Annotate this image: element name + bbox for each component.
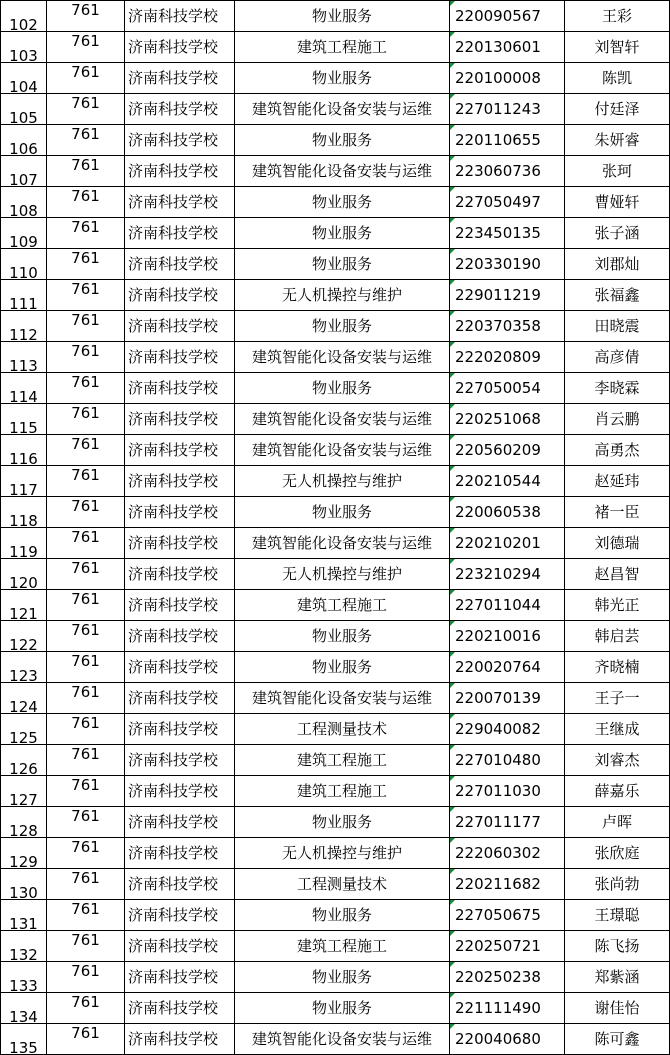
student-name-cell[interactable]: 王子一 (565, 683, 670, 714)
student-name-cell[interactable]: 田晓震 (565, 311, 670, 342)
table-row (1, 993, 670, 1024)
major-cell[interactable]: 物业服务 (235, 621, 450, 652)
table-row (1, 838, 670, 869)
student-id-cell[interactable]: 220110655 (450, 125, 565, 156)
student-id-cell[interactable]: 221111490 (450, 993, 565, 1024)
row-number-text: 104 (9, 78, 38, 94)
table-row (1, 652, 670, 683)
student-id-cell[interactable]: 220210201 (450, 528, 565, 559)
major-cell[interactable]: 无人机操控与维护 (235, 280, 450, 311)
row-number-cell[interactable] (1, 466, 47, 497)
student-id-cell[interactable]: 220560209 (450, 435, 565, 466)
student-id-cell[interactable]: 227010480 (450, 745, 565, 776)
student-name-cell[interactable]: 肖云鹏 (565, 404, 670, 435)
table-row (1, 683, 670, 714)
row-number-cell[interactable] (1, 342, 47, 373)
student-name-cell[interactable]: 齐晓楠 (565, 652, 670, 683)
school-name-cell[interactable]: 济南科技学校 (125, 1024, 235, 1055)
school-code-cell[interactable]: 761 (47, 652, 125, 683)
row-number-cell[interactable] (1, 900, 47, 931)
student-name-cell[interactable]: 韩启芸 (565, 621, 670, 652)
school-name-cell[interactable]: 济南科技学校 (125, 993, 235, 1024)
school-code-cell[interactable]: 761 (47, 435, 125, 466)
student-name-cell[interactable]: 郑紫涵 (565, 962, 670, 993)
school-code-cell[interactable]: 761 (47, 683, 125, 714)
table-row (1, 404, 670, 435)
row-number-cell[interactable] (1, 931, 47, 962)
table-row (1, 466, 670, 497)
row-number-text: 102 (9, 16, 38, 32)
major-cell[interactable]: 物业服务 (235, 125, 450, 156)
school-name-cell[interactable]: 济南科技学校 (125, 962, 235, 993)
school-name-cell[interactable]: 济南科技学校 (125, 280, 235, 311)
row-number-text: 123 (9, 667, 38, 683)
table-row (1, 63, 670, 94)
student-name-cell[interactable]: 张珂 (565, 156, 670, 187)
major-cell[interactable]: 物业服务 (235, 218, 450, 249)
major-cell[interactable]: 建筑智能化设备安装与运维 (235, 435, 450, 466)
student-name-cell[interactable]: 王继成 (565, 714, 670, 745)
student-id-cell[interactable]: 220211682 (450, 869, 565, 900)
school-code-cell[interactable]: 761 (47, 466, 125, 497)
student-id-cell[interactable]: 220020764 (450, 652, 565, 683)
student-id-cell[interactable]: 220251068 (450, 404, 565, 435)
school-name-cell[interactable]: 济南科技学校 (125, 32, 235, 63)
row-number-text: 135 (9, 1039, 38, 1055)
row-number-text: 128 (9, 822, 38, 838)
school-code-cell[interactable]: 761 (47, 187, 125, 218)
major-cell[interactable]: 物业服务 (235, 1, 450, 32)
student-id-cell[interactable]: 227050497 (450, 187, 565, 218)
row-number-text: 108 (9, 202, 38, 218)
school-code-cell[interactable]: 761 (47, 869, 125, 900)
row-number-cell[interactable] (1, 869, 47, 900)
school-code-cell[interactable]: 761 (47, 249, 125, 280)
school-code-cell[interactable]: 761 (47, 311, 125, 342)
row-number-text: 130 (9, 884, 38, 900)
student-name-cell[interactable]: 王彩 (565, 1, 670, 32)
school-name-cell[interactable]: 济南科技学校 (125, 652, 235, 683)
table-row (1, 528, 670, 559)
student-name-cell[interactable]: 卢晖 (565, 807, 670, 838)
row-number-text: 115 (9, 419, 38, 435)
student-id-cell[interactable]: 220370358 (450, 311, 565, 342)
school-name-cell[interactable]: 济南科技学校 (125, 745, 235, 776)
student-name-cell[interactable]: 李晓霖 (565, 373, 670, 404)
major-cell[interactable]: 建筑智能化设备安装与运维 (235, 342, 450, 373)
school-name-cell[interactable]: 济南科技学校 (125, 714, 235, 745)
student-id-cell[interactable]: 220250721 (450, 931, 565, 962)
student-id-cell[interactable]: 220130601 (450, 32, 565, 63)
student-name-cell[interactable]: 赵延玮 (565, 466, 670, 497)
row-number-text: 114 (9, 388, 38, 404)
table-row (1, 94, 670, 125)
student-id-cell[interactable]: 227011243 (450, 94, 565, 125)
school-name-cell[interactable]: 济南科技学校 (125, 559, 235, 590)
student-name-cell[interactable]: 张福鑫 (565, 280, 670, 311)
major-cell[interactable]: 工程测量技术 (235, 869, 450, 900)
row-number-cell[interactable] (1, 652, 47, 683)
student-id-cell[interactable]: 220330190 (450, 249, 565, 280)
school-code-cell[interactable]: 761 (47, 590, 125, 621)
row-number-cell[interactable] (1, 94, 47, 125)
school-name-cell[interactable]: 济南科技学校 (125, 807, 235, 838)
student-name-cell[interactable]: 张子涵 (565, 218, 670, 249)
student-id-cell[interactable]: 227050675 (450, 900, 565, 931)
row-number-text: 119 (9, 543, 38, 559)
school-code-cell[interactable]: 761 (47, 497, 125, 528)
row-number-text: 131 (9, 915, 38, 931)
row-number-cell[interactable] (1, 63, 47, 94)
row-number-cell[interactable] (1, 838, 47, 869)
student-id-cell[interactable]: 220210016 (450, 621, 565, 652)
student-id-cell[interactable]: 220250238 (450, 962, 565, 993)
table-row (1, 435, 670, 466)
school-code-cell[interactable]: 761 (47, 218, 125, 249)
student-name-cell[interactable]: 韩光正 (565, 590, 670, 621)
row-number-cell[interactable] (1, 1, 47, 32)
row-number-text: 107 (9, 171, 38, 187)
school-name-cell[interactable]: 济南科技学校 (125, 125, 235, 156)
school-name-cell[interactable]: 济南科技学校 (125, 838, 235, 869)
table-row (1, 249, 670, 280)
major-cell[interactable]: 建筑工程施工 (235, 931, 450, 962)
school-code-cell[interactable]: 761 (47, 993, 125, 1024)
major-cell[interactable]: 物业服务 (235, 373, 450, 404)
school-name-cell[interactable]: 济南科技学校 (125, 683, 235, 714)
row-number-cell[interactable] (1, 993, 47, 1024)
row-number-cell[interactable] (1, 497, 47, 528)
table-row (1, 218, 670, 249)
row-number-text: 103 (9, 47, 38, 63)
row-number-text: 105 (9, 109, 38, 125)
major-cell[interactable]: 建筑工程施工 (235, 32, 450, 63)
row-number-cell[interactable] (1, 156, 47, 187)
student-name-cell[interactable]: 刘德瑞 (565, 528, 670, 559)
school-name-cell[interactable]: 济南科技学校 (125, 776, 235, 807)
major-cell[interactable]: 物业服务 (235, 900, 450, 931)
school-name-cell[interactable]: 济南科技学校 (125, 187, 235, 218)
row-number-text: 133 (9, 977, 38, 993)
student-id-cell[interactable]: 227011044 (450, 590, 565, 621)
row-number-text: 124 (9, 698, 38, 714)
major-cell[interactable]: 物业服务 (235, 807, 450, 838)
student-id-cell[interactable]: 220070139 (450, 683, 565, 714)
student-name-cell[interactable]: 王璟聪 (565, 900, 670, 931)
school-name-cell[interactable]: 济南科技学校 (125, 497, 235, 528)
major-cell[interactable]: 无人机操控与维护 (235, 559, 450, 590)
student-name-cell[interactable]: 朱妍睿 (565, 125, 670, 156)
row-number-cell[interactable] (1, 683, 47, 714)
major-cell[interactable]: 建筑智能化设备安装与运维 (235, 404, 450, 435)
row-number-cell[interactable] (1, 32, 47, 63)
school-name-cell[interactable]: 济南科技学校 (125, 218, 235, 249)
table-row (1, 32, 670, 63)
row-number-text: 106 (9, 140, 38, 156)
student-id-cell[interactable]: 223060736 (450, 156, 565, 187)
row-number-text: 120 (9, 574, 38, 590)
school-code-cell[interactable]: 761 (47, 94, 125, 125)
student-name-cell[interactable]: 高勇杰 (565, 435, 670, 466)
row-number-text: 121 (9, 605, 38, 621)
school-code-cell[interactable]: 761 (47, 745, 125, 776)
major-cell[interactable]: 建筑智能化设备安装与运维 (235, 1024, 450, 1055)
major-cell[interactable]: 物业服务 (235, 993, 450, 1024)
school-name-cell[interactable]: 济南科技学校 (125, 466, 235, 497)
student-id-cell[interactable]: 227011177 (450, 807, 565, 838)
student-name-cell[interactable]: 张欣庭 (565, 838, 670, 869)
school-code-cell[interactable]: 761 (47, 63, 125, 94)
school-code-cell[interactable]: 761 (47, 807, 125, 838)
table-row (1, 900, 670, 931)
row-number-cell[interactable] (1, 280, 47, 311)
row-number-cell[interactable] (1, 435, 47, 466)
row-number-cell[interactable] (1, 621, 47, 652)
school-code-cell[interactable]: 761 (47, 1, 125, 32)
major-cell[interactable]: 物业服务 (235, 187, 450, 218)
major-cell[interactable]: 物业服务 (235, 311, 450, 342)
row-number-cell[interactable] (1, 776, 47, 807)
row-number-cell[interactable] (1, 125, 47, 156)
major-cell[interactable]: 无人机操控与维护 (235, 466, 450, 497)
student-name-cell[interactable]: 褚一臣 (565, 497, 670, 528)
school-name-cell[interactable]: 济南科技学校 (125, 590, 235, 621)
row-number-cell[interactable] (1, 404, 47, 435)
row-number-text: 111 (9, 295, 38, 311)
table-row (1, 373, 670, 404)
student-name-cell[interactable]: 高彦倩 (565, 342, 670, 373)
row-number-cell[interactable] (1, 528, 47, 559)
student-name-cell[interactable]: 付廷泽 (565, 94, 670, 125)
row-number-text: 116 (9, 450, 38, 466)
school-name-cell[interactable]: 济南科技学校 (125, 869, 235, 900)
student-name-cell[interactable]: 陈凯 (565, 63, 670, 94)
row-number-text: 129 (9, 853, 38, 869)
major-cell[interactable]: 物业服务 (235, 962, 450, 993)
school-name-cell[interactable]: 济南科技学校 (125, 156, 235, 187)
student-name-cell[interactable]: 刘郡灿 (565, 249, 670, 280)
student-name-cell[interactable]: 赵昌智 (565, 559, 670, 590)
school-code-cell[interactable]: 761 (47, 621, 125, 652)
row-number-text: 134 (9, 1008, 38, 1024)
school-name-cell[interactable]: 济南科技学校 (125, 528, 235, 559)
row-number-cell[interactable] (1, 807, 47, 838)
school-code-cell[interactable]: 761 (47, 373, 125, 404)
major-cell[interactable]: 建筑智能化设备安装与运维 (235, 528, 450, 559)
major-cell[interactable]: 建筑工程施工 (235, 776, 450, 807)
school-name-cell[interactable]: 济南科技学校 (125, 63, 235, 94)
major-cell[interactable]: 建筑智能化设备安装与运维 (235, 94, 450, 125)
row-number-text: 127 (9, 791, 38, 807)
student-id-cell[interactable]: 220210544 (450, 466, 565, 497)
row-number-cell[interactable] (1, 187, 47, 218)
table-row (1, 807, 670, 838)
student-id-cell[interactable]: 227050054 (450, 373, 565, 404)
row-number-cell[interactable] (1, 745, 47, 776)
table-row (1, 869, 670, 900)
row-number-cell[interactable] (1, 962, 47, 993)
school-name-cell[interactable]: 济南科技学校 (125, 931, 235, 962)
row-number-text: 132 (9, 946, 38, 962)
table-row (1, 280, 670, 311)
row-number-text: 113 (9, 357, 38, 373)
school-code-cell[interactable]: 761 (47, 776, 125, 807)
student-name-cell[interactable]: 陈可鑫 (565, 1024, 670, 1055)
table-body (1, 1, 670, 1055)
student-name-cell[interactable]: 薛嘉乐 (565, 776, 670, 807)
table-row (1, 962, 670, 993)
student-id-cell[interactable]: 227011030 (450, 776, 565, 807)
school-name-cell[interactable]: 济南科技学校 (125, 435, 235, 466)
student-id-cell[interactable]: 220060538 (450, 497, 565, 528)
table-row (1, 621, 670, 652)
table-row (1, 590, 670, 621)
row-number-text: 112 (9, 326, 38, 342)
table-row (1, 1024, 670, 1055)
student-id-cell[interactable]: 229040082 (450, 714, 565, 745)
school-code-cell[interactable]: 761 (47, 962, 125, 993)
row-number-cell[interactable] (1, 311, 47, 342)
school-code-cell[interactable]: 761 (47, 32, 125, 63)
school-code-cell[interactable]: 761 (47, 125, 125, 156)
school-code-cell[interactable]: 761 (47, 342, 125, 373)
major-cell[interactable]: 物业服务 (235, 63, 450, 94)
major-cell[interactable]: 建筑工程施工 (235, 745, 450, 776)
row-number-cell[interactable] (1, 1024, 47, 1055)
row-number-text: 125 (9, 729, 38, 745)
student-id-cell[interactable]: 229011219 (450, 280, 565, 311)
row-number-cell[interactable] (1, 373, 47, 404)
student-id-cell[interactable]: 222060302 (450, 838, 565, 869)
school-code-cell[interactable]: 761 (47, 838, 125, 869)
school-name-cell[interactable]: 济南科技学校 (125, 900, 235, 931)
row-number-cell[interactable] (1, 590, 47, 621)
school-code-cell[interactable]: 761 (47, 404, 125, 435)
table-row (1, 1, 670, 32)
major-cell[interactable]: 物业服务 (235, 249, 450, 280)
student-id-cell[interactable]: 220040680 (450, 1024, 565, 1055)
student-name-cell[interactable]: 陈飞扬 (565, 931, 670, 962)
student-name-cell[interactable]: 刘睿杰 (565, 745, 670, 776)
table-row (1, 125, 670, 156)
student-name-cell[interactable]: 刘智轩 (565, 32, 670, 63)
row-number-text: 117 (9, 481, 38, 497)
school-code-cell[interactable]: 761 (47, 900, 125, 931)
major-cell[interactable]: 工程测量技术 (235, 714, 450, 745)
student-id-cell[interactable]: 220100008 (450, 63, 565, 94)
table-row (1, 187, 670, 218)
student-id-cell[interactable]: 223450135 (450, 218, 565, 249)
table-row (1, 776, 670, 807)
row-number-text: 126 (9, 760, 38, 776)
school-name-cell[interactable]: 济南科技学校 (125, 1, 235, 32)
school-code-cell[interactable]: 761 (47, 280, 125, 311)
major-cell[interactable]: 无人机操控与维护 (235, 838, 450, 869)
row-number-cell[interactable] (1, 714, 47, 745)
school-code-cell[interactable]: 761 (47, 1024, 125, 1055)
student-name-cell[interactable]: 谢佳怡 (565, 993, 670, 1024)
major-cell[interactable]: 物业服务 (235, 497, 450, 528)
major-cell[interactable]: 建筑智能化设备安装与运维 (235, 683, 450, 714)
row-number-text: 110 (9, 264, 38, 280)
school-name-cell[interactable]: 济南科技学校 (125, 94, 235, 125)
school-code-cell[interactable]: 761 (47, 528, 125, 559)
table-row (1, 156, 670, 187)
school-code-cell[interactable]: 761 (47, 714, 125, 745)
row-number-text: 109 (9, 233, 38, 249)
school-code-cell[interactable]: 761 (47, 931, 125, 962)
student-id-cell[interactable]: 222020809 (450, 342, 565, 373)
school-code-cell[interactable]: 761 (47, 156, 125, 187)
student-id-cell[interactable]: 220090567 (450, 1, 565, 32)
row-number-cell[interactable] (1, 559, 47, 590)
student-name-cell[interactable]: 张尚勃 (565, 869, 670, 900)
row-number-text: 122 (9, 636, 38, 652)
row-number-cell[interactable] (1, 218, 47, 249)
school-name-cell[interactable]: 济南科技学校 (125, 621, 235, 652)
major-cell[interactable]: 物业服务 (235, 652, 450, 683)
major-cell[interactable]: 建筑智能化设备安装与运维 (235, 156, 450, 187)
table-row (1, 745, 670, 776)
table-row (1, 931, 670, 962)
school-name-cell[interactable]: 济南科技学校 (125, 249, 235, 280)
row-number-text: 118 (9, 512, 38, 528)
major-cell[interactable]: 建筑工程施工 (235, 590, 450, 621)
table-row (1, 559, 670, 590)
student-id-cell[interactable]: 223210294 (450, 559, 565, 590)
table-row (1, 497, 670, 528)
school-code-cell[interactable]: 761 (47, 559, 125, 590)
table-row (1, 342, 670, 373)
school-name-cell[interactable]: 济南科技学校 (125, 373, 235, 404)
table-row (1, 714, 670, 745)
school-name-cell[interactable]: 济南科技学校 (125, 404, 235, 435)
table-row (1, 311, 670, 342)
school-name-cell[interactable]: 济南科技学校 (125, 342, 235, 373)
row-number-cell[interactable] (1, 249, 47, 280)
student-name-cell[interactable]: 曹娅轩 (565, 187, 670, 218)
school-name-cell[interactable]: 济南科技学校 (125, 311, 235, 342)
